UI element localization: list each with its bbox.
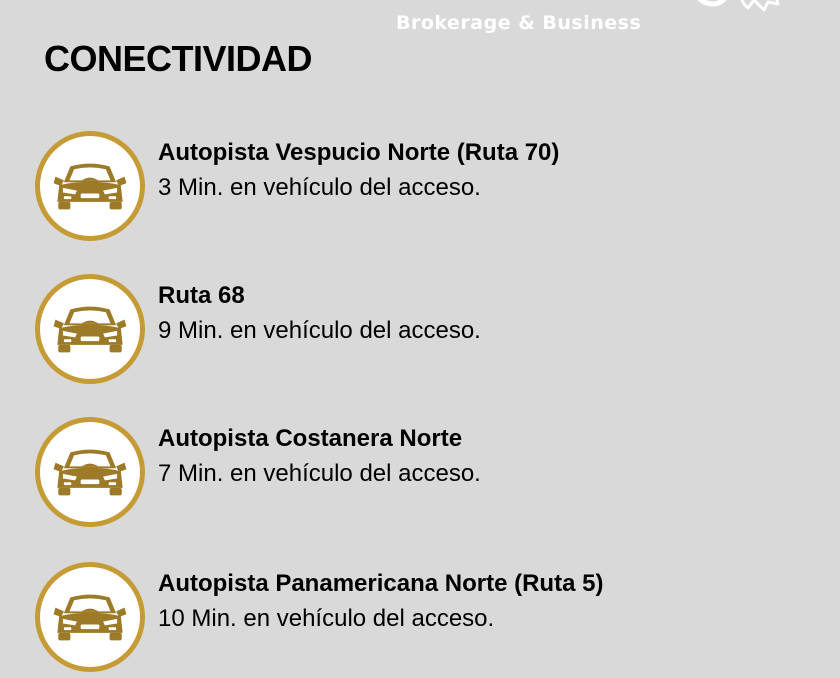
- page-title: CONECTIVIDAD: [44, 38, 313, 79]
- car-badge: [35, 274, 145, 384]
- route-item-costanera-norte: [0, 417, 840, 533]
- car-icon: [52, 158, 128, 214]
- brand-tagline: Brokerage & Business: [396, 12, 642, 34]
- route-item-vespucio-norte: [0, 131, 840, 247]
- route-time: 9 Min. en vehículo del acceso.: [158, 317, 481, 344]
- route-name: Ruta 68: [158, 282, 245, 309]
- route-name: Autopista Costanera Norte: [158, 425, 463, 452]
- brand-mark-icon: [692, 0, 792, 30]
- route-name: Autopista Vespucio Norte (Ruta 70): [158, 139, 560, 166]
- route-time: 3 Min. en vehículo del acceso.: [158, 174, 481, 201]
- car-icon: [52, 301, 128, 357]
- route-time: 7 Min. en vehículo del acceso.: [158, 460, 481, 487]
- car-badge: [35, 562, 145, 672]
- route-time: 10 Min. en vehículo del acceso.: [158, 605, 495, 632]
- car-icon: [52, 444, 128, 500]
- brand-logo: [392, 0, 792, 38]
- route-item-panamericana-norte: [0, 562, 840, 678]
- car-icon: [52, 589, 128, 645]
- route-name: Autopista Panamericana Norte (Ruta 5): [158, 570, 604, 597]
- route-item-ruta-68: [0, 274, 840, 390]
- car-badge: [35, 131, 145, 241]
- car-badge: [35, 417, 145, 527]
